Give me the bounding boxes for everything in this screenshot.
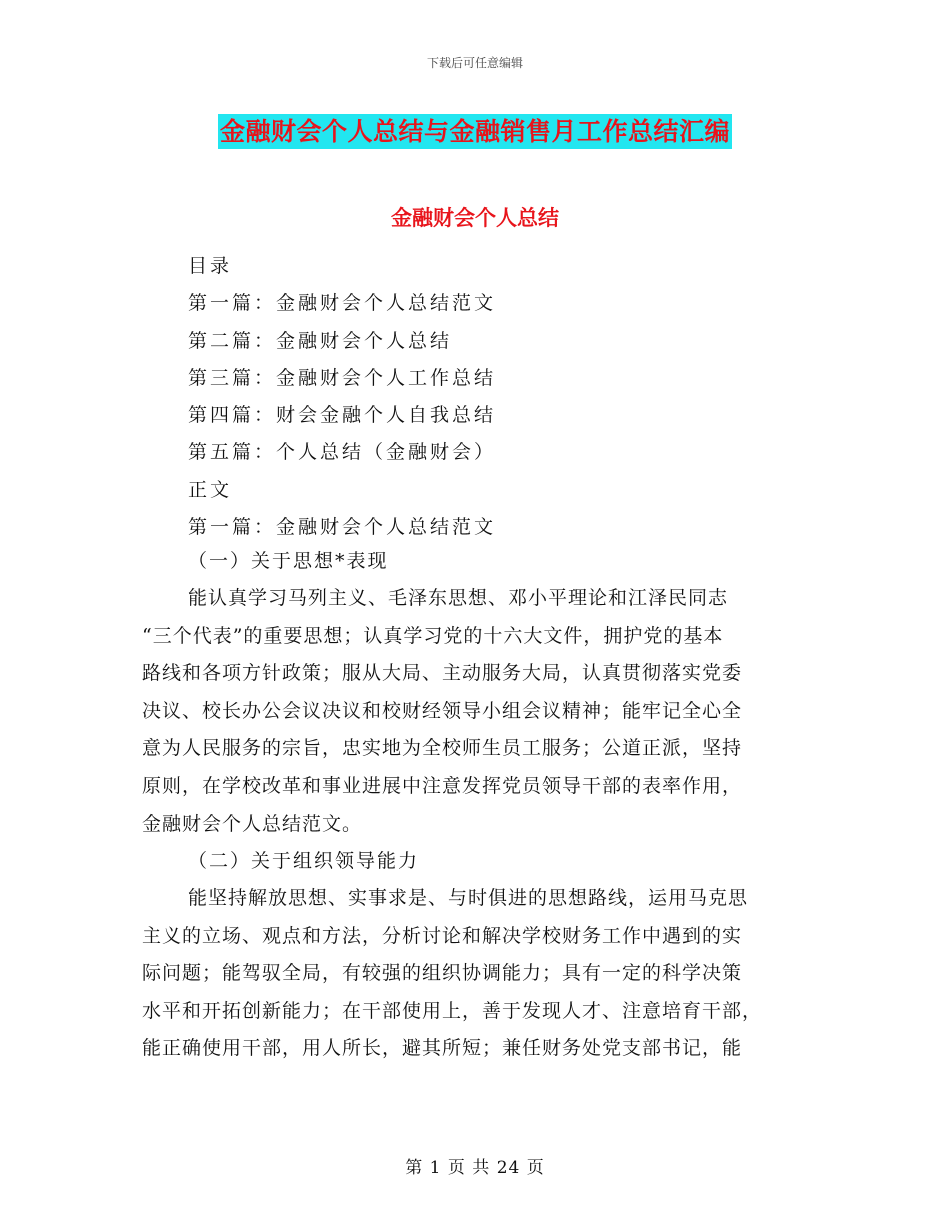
paragraph-line: 能正确使用干部，用人所长，避其所短；兼任财务处党支部书记，能 [142, 1037, 743, 1060]
toc-item: 第一篇：金融财会个人总结范文 [188, 292, 497, 315]
paragraph-line: 路线和各项方针政策；服从大局、主动服务大局，认真贯彻落实党委 [142, 662, 743, 685]
paragraph-line: 能坚持解放思想、实事求是、与时俱进的思想路线，运用马克思 [188, 887, 749, 909]
paragraph-line: 原则，在学校改革和事业进展中注意发挥党员领导干部的表率作用， [142, 774, 743, 797]
paragraph-line: 际问题；能驾驭全局，有较强的组织协调能力；具有一定的科学决策 [142, 962, 743, 985]
main-title-text: 金融财会个人总结与金融销售月工作总结汇编 [218, 114, 732, 149]
toc-item: 第三篇：金融财会个人工作总结 [188, 366, 497, 389]
paragraph-line: 主义的立场、观点和方法，分析讨论和解决学校财务工作中遇到的实 [142, 924, 743, 947]
toc-item: 第二篇：金融财会个人总结 [188, 329, 453, 352]
paragraph [142, 880, 804, 1068]
toc-heading: 目录 [188, 255, 233, 277]
paragraph-line: 意为人民服务的宗旨，忠实地为全校师生员工服务；公道正派，坚持 [142, 737, 743, 760]
table-of-contents [188, 248, 496, 546]
sub-title: 金融财会个人总结 [391, 205, 559, 230]
paragraph-line: “三个代表”的重要思想；认真学习党的十六大文件，拥护党的基本 [142, 624, 724, 647]
toc-item: 第四篇：财会金融个人自我总结 [188, 404, 497, 427]
paragraph-line: 决议、校长办公会议决议和校财经领导小组会议精神；能牢记全心全 [142, 699, 743, 722]
body-heading: 正文 [188, 478, 233, 501]
paragraph-line: 能认真学习马列主义、毛泽东思想、邓小平理论和江泽民同志 [188, 587, 729, 609]
page-footer: 第 1 页 共 24 页 [405, 1158, 545, 1178]
main-title [0, 112, 950, 148]
first-article-title: 第一篇：金融财会个人总结范文 [188, 516, 497, 539]
paragraph-line: 金融财会个人总结范文。 [142, 812, 363, 835]
paragraph [142, 580, 804, 843]
header-note: 下载后可任意编辑 [426, 56, 523, 70]
toc-item: 第五篇：个人总结（金融财会） [188, 441, 497, 464]
section-heading: （一）关于思想*表现 [188, 550, 389, 572]
paragraph-line: 水平和开拓创新能力；在干部使用上，善于发现人才、注意培育干部， [142, 999, 763, 1022]
section-heading: （二）关于组织领导能力 [188, 850, 420, 872]
